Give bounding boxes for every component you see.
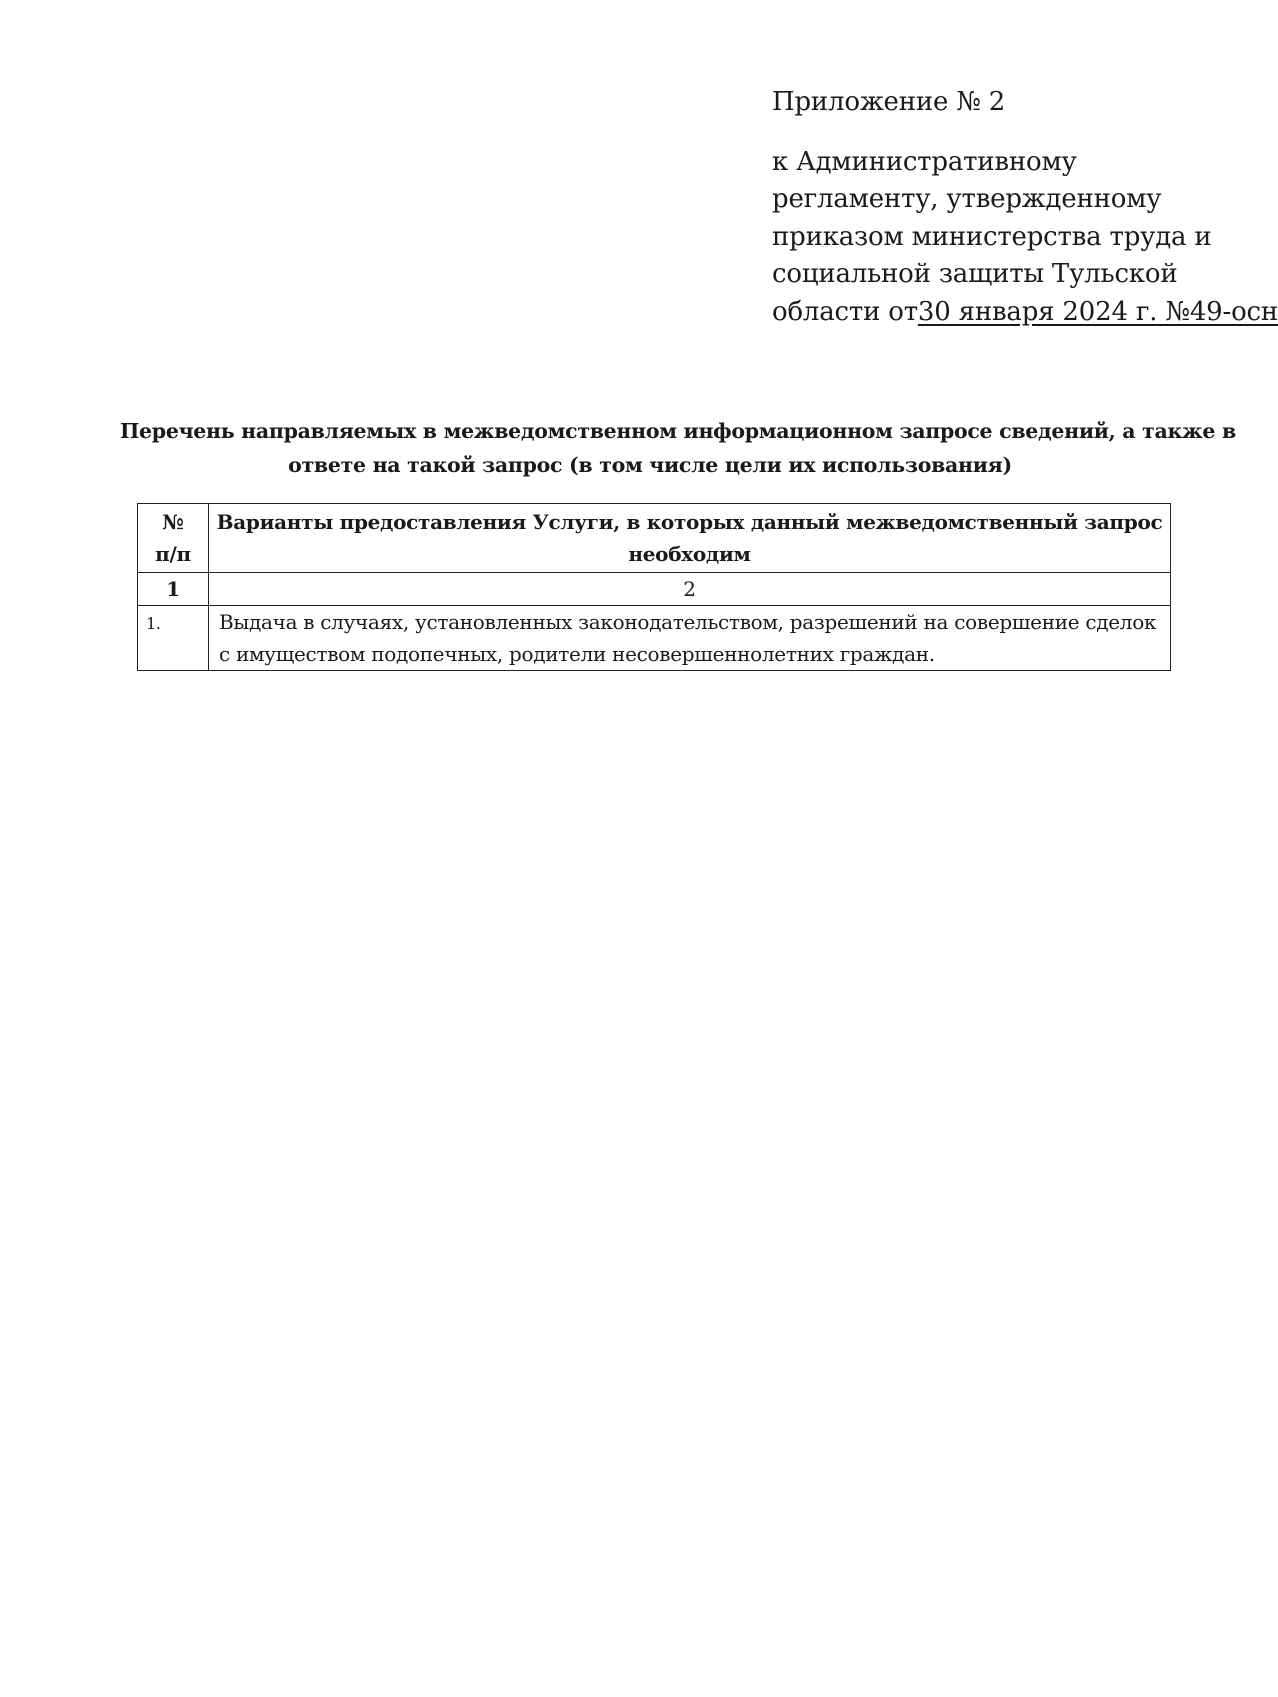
order-date-number: 30 января 2024 г. №49-осн [917,296,1278,327]
header-variants-line-1: Варианты предоставления Услуги, в которых данный межведомственный запрос [216,510,1163,534]
appendix-line: приказом министерства труда и [772,221,1212,252]
header-number-line-1: № [162,510,184,534]
requests-table [137,503,1171,671]
header-variants-cell [209,504,1171,573]
row-text-line-1: Выдача в случаях, установленных законодательством, разрешений на совершение сделок [219,610,1157,634]
column-index-2: 2 [209,573,1171,606]
appendix-block [772,84,1278,331]
heading-line-2: ответе на такой запрос (в том числе цели их использования) [288,453,1012,477]
appendix-title: Приложение № 2 [772,87,1006,117]
appendix-line: социальной защиты Тульской [772,259,1178,289]
appendix-line-last [772,294,1278,332]
table-header-row [138,504,1171,573]
table-row [138,606,1171,671]
appendix-line: к Административному [772,146,1077,177]
column-index-1: 1 [138,573,209,606]
row-number: 1. [138,606,209,671]
header-number-line-2: п/п [155,542,191,566]
heading-line-1: Перечень направляемых в межведомственном информационном запросе сведений, а также в [120,419,1236,443]
header-number-cell [138,504,209,573]
row-text-cell [209,606,1171,671]
header-variants-line-2: необходим [628,542,751,566]
row-text-line-2: с имуществом подопечных, родители несовершеннолетних граждан. [219,642,935,666]
document-heading [120,414,1236,482]
appendix-line: регламенту, утвержденному [772,184,1162,214]
appendix-date-prefix: области от [772,296,918,327]
column-index-row [138,573,1171,606]
